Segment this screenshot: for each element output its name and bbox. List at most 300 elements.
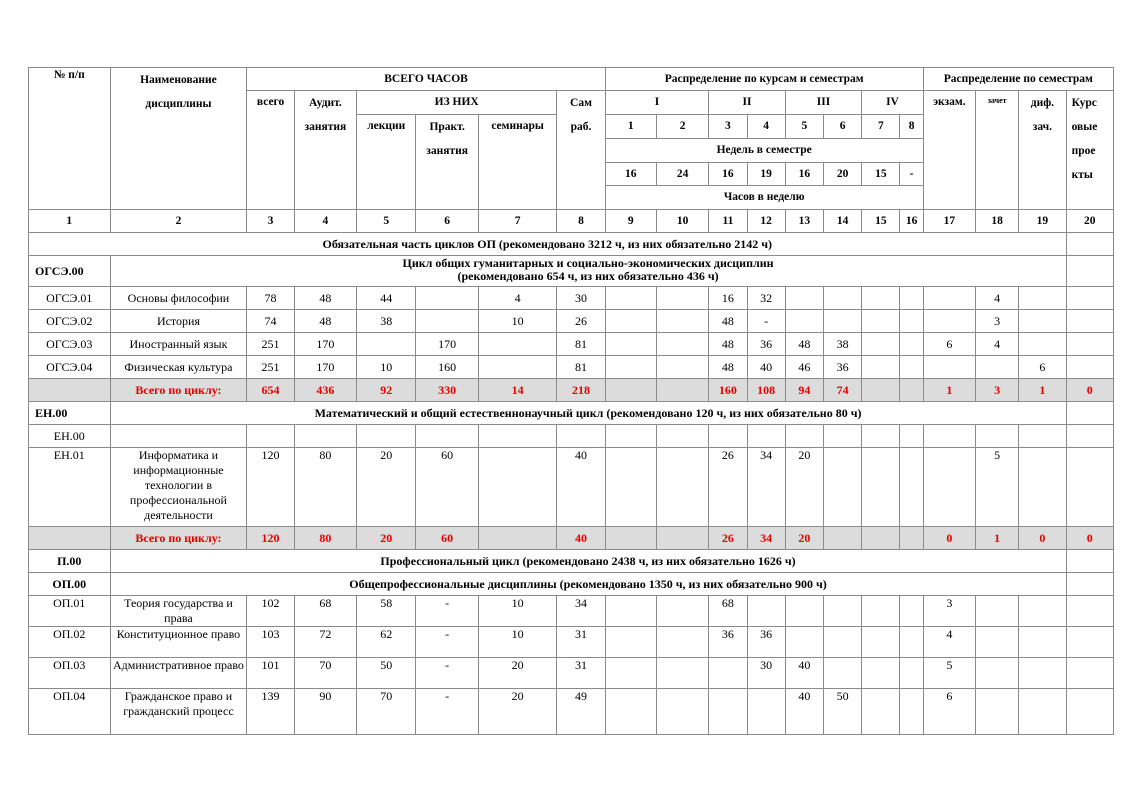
cell-col-19	[1019, 627, 1066, 658]
cell-col-17	[923, 310, 975, 333]
cell-col-3: 78	[247, 287, 294, 310]
table-row	[29, 596, 1114, 627]
cell-col-13	[785, 425, 823, 448]
header-dif: диф. зач.	[1019, 91, 1066, 210]
table-row	[29, 689, 1114, 735]
cell-col-3: 120	[247, 448, 294, 527]
cell-col-4: 170	[294, 333, 356, 356]
total-c11: 160	[709, 379, 747, 402]
cell-col-11: 36	[709, 627, 747, 658]
cell-col-8: 31	[557, 658, 605, 689]
cell-col-18	[976, 596, 1019, 627]
cell-col-13: 40	[785, 658, 823, 689]
cell-col-13: 40	[785, 689, 823, 735]
curriculum-table	[28, 67, 1114, 735]
ogse-rows	[29, 287, 1114, 379]
cell-col-15	[862, 448, 900, 527]
discipline-name: История	[110, 310, 247, 333]
cell-col-13	[785, 596, 823, 627]
total-c9	[605, 379, 656, 402]
cell-col-14: 50	[824, 689, 862, 735]
cell-col-18: 4	[976, 333, 1019, 356]
col-number: 16	[900, 210, 923, 233]
col-number: 11	[709, 210, 747, 233]
section-ogse-title: Цикл общих гуманитарных и социально-экономических дисциплин	[402, 256, 774, 270]
cell-col-8: 81	[557, 356, 605, 379]
cell-col-18: 4	[976, 287, 1019, 310]
total-label: Всего по циклу:	[110, 527, 247, 550]
total-c18: 1	[976, 527, 1019, 550]
cell-col-5: 44	[357, 287, 416, 310]
cell-col-3: 103	[247, 627, 294, 658]
cell-col-12: 34	[747, 448, 785, 527]
total-c10	[656, 379, 708, 402]
total-c16	[900, 527, 923, 550]
cell-col-10	[656, 448, 708, 527]
cell-col-16	[900, 356, 923, 379]
cell-col-12: -	[747, 310, 785, 333]
cell-col-17	[923, 448, 975, 527]
cell-col-15	[862, 596, 900, 627]
total-c19: 1	[1019, 379, 1066, 402]
cell-col-15	[862, 627, 900, 658]
cell-col-20	[1066, 425, 1113, 448]
cell-col-13: 46	[785, 356, 823, 379]
col-number: 18	[976, 210, 1019, 233]
weeks-value: -	[900, 163, 923, 186]
cell-col-9	[605, 658, 656, 689]
en-rows	[29, 425, 1114, 527]
cell-col-8: 31	[557, 627, 605, 658]
cell-col-13: 20	[785, 448, 823, 527]
discipline-name: Административное право	[110, 658, 247, 689]
cell-col-12	[747, 425, 785, 448]
cell-col-4: 68	[294, 596, 356, 627]
cell-col-11: 48	[709, 356, 747, 379]
cell-col-3	[247, 425, 294, 448]
cell-col-8: 49	[557, 689, 605, 735]
cell-col-6	[416, 287, 478, 310]
total-c3: 654	[247, 379, 294, 402]
header-iz-nih: ИЗ НИХ	[357, 91, 557, 115]
cell-col-20	[1066, 596, 1113, 627]
cell-col-6: 170	[416, 333, 478, 356]
cell-col-4: 70	[294, 658, 356, 689]
col-number: 4	[294, 210, 356, 233]
cell-col-6: 160	[416, 356, 478, 379]
discipline-name: Конституционное право	[110, 627, 247, 658]
weeks-value: 20	[824, 163, 862, 186]
cell-col-20	[1066, 448, 1113, 527]
total-c6: 330	[416, 379, 478, 402]
cell-col-5: 70	[357, 689, 416, 735]
cell-col-5: 62	[357, 627, 416, 658]
weeks-label: Недель в семестре	[605, 139, 923, 163]
section-mandatory-row	[29, 233, 1114, 256]
section-p-code: П.00	[29, 550, 111, 573]
total-c16	[900, 379, 923, 402]
total-label: Всего по циклу:	[110, 379, 247, 402]
col-number: 14	[824, 210, 862, 233]
discipline-name: Информатика и информационные технологии в профессиональной деятельности	[110, 448, 247, 527]
table-row	[29, 310, 1114, 333]
col-number: 7	[478, 210, 557, 233]
cell-col-5	[357, 425, 416, 448]
table-row	[29, 333, 1114, 356]
cell-col-16	[900, 425, 923, 448]
cell-col-6: 60	[416, 448, 478, 527]
total-c14: 74	[824, 379, 862, 402]
cell-col-7: 20	[478, 658, 557, 689]
cell-col-9	[605, 689, 656, 735]
cell-col-8: 26	[557, 310, 605, 333]
cell-col-17: 6	[923, 333, 975, 356]
header-seminary: семинары	[478, 115, 557, 210]
cell-col-6: -	[416, 689, 478, 735]
discipline-name: Иностранный язык	[110, 333, 247, 356]
cell-col-3: 101	[247, 658, 294, 689]
cell-col-5: 50	[357, 658, 416, 689]
cell-col-15	[862, 287, 900, 310]
cell-col-5	[357, 333, 416, 356]
discipline-code: ОП.02	[29, 627, 111, 658]
header-name: Наименование дисциплины	[110, 68, 247, 210]
cell-col-14	[824, 448, 862, 527]
discipline-code: ОГСЭ.04	[29, 356, 111, 379]
cell-col-16	[900, 287, 923, 310]
cell-col-11: 48	[709, 310, 747, 333]
section-p-row	[29, 550, 1114, 573]
cell-col-14	[824, 627, 862, 658]
col-number: 19	[1019, 210, 1066, 233]
col-number: 6	[416, 210, 478, 233]
cell-col-20	[1066, 333, 1113, 356]
total-c8: 40	[557, 527, 605, 550]
header-prakt: Практ. занятия	[416, 115, 478, 210]
cell-col-18: 3	[976, 310, 1019, 333]
cell-col-9	[605, 356, 656, 379]
cell-col-5: 58	[357, 596, 416, 627]
col-number: 15	[862, 210, 900, 233]
cell-col-9	[605, 333, 656, 356]
sem-number: 6	[824, 115, 862, 139]
cell-col-10	[656, 627, 708, 658]
header-course-2: II	[709, 91, 785, 115]
cell-col-16	[900, 689, 923, 735]
cell-col-19: 6	[1019, 356, 1066, 379]
cell-col-5: 20	[357, 448, 416, 527]
discipline-code: ОП.04	[29, 689, 111, 735]
total-c5: 20	[357, 527, 416, 550]
cell-col-8: 81	[557, 333, 605, 356]
section-op-title: Общепрофессиональные дисциплины (рекомендовано 1350 ч, из них обязательно 900 ч)	[110, 573, 1066, 596]
cell-col-9	[605, 627, 656, 658]
discipline-name: Гражданское право и гражданский процесс	[110, 689, 247, 735]
cell-col-18: 5	[976, 448, 1019, 527]
header-audit: Аудит. занятия	[294, 91, 356, 210]
cell-col-8: 30	[557, 287, 605, 310]
cell-col-6	[416, 310, 478, 333]
cell-col-17: 3	[923, 596, 975, 627]
col-number: 17	[923, 210, 975, 233]
total-c10	[656, 527, 708, 550]
cell-col-20	[1066, 689, 1113, 735]
cell-col-10	[656, 596, 708, 627]
col-number: 20	[1066, 210, 1113, 233]
cell-col-15	[862, 356, 900, 379]
curriculum-sheet	[28, 67, 1114, 735]
total-c3: 120	[247, 527, 294, 550]
table-row	[29, 448, 1114, 527]
en-total-row	[29, 527, 1114, 550]
cell-col-7	[478, 425, 557, 448]
section-ogse-row	[29, 256, 1114, 287]
cell-col-8: 34	[557, 596, 605, 627]
cell-col-16	[900, 310, 923, 333]
cell-col-17: 5	[923, 658, 975, 689]
header-zachet: зачет	[976, 91, 1019, 210]
section-en-code: ЕН.00	[29, 402, 111, 425]
cell-col-15	[862, 689, 900, 735]
cell-col-10	[656, 689, 708, 735]
total-c12: 34	[747, 527, 785, 550]
cell-col-19	[1019, 658, 1066, 689]
discipline-code: ОП.01	[29, 596, 111, 627]
weeks-value: 15	[862, 163, 900, 186]
cell-col-19	[1019, 689, 1066, 735]
cell-col-13	[785, 310, 823, 333]
cell-col-11	[709, 425, 747, 448]
section-ogse-subtitle: (рекомендовано 654 ч, из них обязательно 436 ч)	[457, 269, 719, 283]
header-num: № п/п	[29, 68, 111, 210]
cell-col-10	[656, 658, 708, 689]
discipline-name	[110, 425, 247, 448]
cell-col-9	[605, 425, 656, 448]
cell-col-3: 251	[247, 333, 294, 356]
header-ekzam: экзам.	[923, 91, 975, 210]
cell-col-4: 80	[294, 448, 356, 527]
col-number: 5	[357, 210, 416, 233]
sem-number: 3	[709, 115, 747, 139]
cell-col-3: 102	[247, 596, 294, 627]
empty-cell	[1066, 233, 1113, 256]
cell-col-8	[557, 425, 605, 448]
cell-col-3: 74	[247, 310, 294, 333]
col-number: 1	[29, 210, 111, 233]
discipline-code: ОГСЭ.02	[29, 310, 111, 333]
total-c8: 218	[557, 379, 605, 402]
cell-col-20	[1066, 310, 1113, 333]
empty-cell	[1066, 256, 1113, 287]
cell-col-11	[709, 658, 747, 689]
cell-col-9	[605, 596, 656, 627]
cell-col-7: 10	[478, 310, 557, 333]
cell-col-3: 251	[247, 356, 294, 379]
op-rows	[29, 596, 1114, 735]
cell-col-15	[862, 425, 900, 448]
sem-number: 2	[656, 115, 708, 139]
cell-col-20	[1066, 658, 1113, 689]
total-c6: 60	[416, 527, 478, 550]
cell-col-18	[976, 425, 1019, 448]
cell-col-13: 48	[785, 333, 823, 356]
cell-col-18	[976, 627, 1019, 658]
total-c12: 108	[747, 379, 785, 402]
cell-col-15	[862, 310, 900, 333]
discipline-name: Теория государства и права	[110, 596, 247, 627]
cell-col-16	[900, 333, 923, 356]
sem-number: 7	[862, 115, 900, 139]
cell-col-15	[862, 333, 900, 356]
section-en-row	[29, 402, 1114, 425]
cell-col-20	[1066, 356, 1113, 379]
table-row	[29, 356, 1114, 379]
weeks-value: 19	[747, 163, 785, 186]
cell-col-11: 68	[709, 596, 747, 627]
sem-number: 1	[605, 115, 656, 139]
col-number: 3	[247, 210, 294, 233]
header-distribution-semesters: Распределение по семестрам	[923, 68, 1113, 91]
cell-col-5: 38	[357, 310, 416, 333]
total-c4: 80	[294, 527, 356, 550]
cell-col-10	[656, 333, 708, 356]
header-vsego: всего	[247, 91, 294, 210]
cell-col-11	[709, 689, 747, 735]
cell-col-7: 4	[478, 287, 557, 310]
cell-col-4: 48	[294, 310, 356, 333]
cell-col-5: 10	[357, 356, 416, 379]
discipline-code: ЕН.01	[29, 448, 111, 527]
total-c14	[824, 527, 862, 550]
header-sam: Сам раб.	[557, 91, 605, 210]
cell-col-19	[1019, 333, 1066, 356]
cell-col-18	[976, 658, 1019, 689]
total-c19: 0	[1019, 527, 1066, 550]
cell-col-16	[900, 658, 923, 689]
col-number: 2	[110, 210, 247, 233]
cell-col-4: 72	[294, 627, 356, 658]
cell-col-14: 36	[824, 356, 862, 379]
cell-col-19	[1019, 448, 1066, 527]
cell-col-12: 32	[747, 287, 785, 310]
discipline-code: ОГСЭ.01	[29, 287, 111, 310]
col-number: 9	[605, 210, 656, 233]
empty-cell	[1066, 402, 1113, 425]
discipline-code: ЕН.00	[29, 425, 111, 448]
cell-col-12	[747, 689, 785, 735]
cell-col-7: 10	[478, 627, 557, 658]
table-row	[29, 287, 1114, 310]
cell-col-10	[656, 356, 708, 379]
cell-col-16	[900, 596, 923, 627]
cell-col-8: 40	[557, 448, 605, 527]
cell-col-15	[862, 658, 900, 689]
cell-col-4: 170	[294, 356, 356, 379]
cell-col-12: 36	[747, 333, 785, 356]
section-ogse-code: ОГСЭ.00	[29, 256, 111, 287]
cell-col-9	[605, 448, 656, 527]
total-c13: 94	[785, 379, 823, 402]
cell-col-11: 26	[709, 448, 747, 527]
cell-col-10	[656, 425, 708, 448]
cell-col-6: -	[416, 627, 478, 658]
total-code	[29, 379, 111, 402]
total-c11: 26	[709, 527, 747, 550]
cell-col-7	[478, 448, 557, 527]
cell-col-13	[785, 627, 823, 658]
discipline-code: ОП.03	[29, 658, 111, 689]
cell-col-11: 48	[709, 333, 747, 356]
cell-col-4: 48	[294, 287, 356, 310]
table-row	[29, 627, 1114, 658]
section-en-title: Математический и общий естественнонаучный цикл (рекомендовано 120 ч, из них обязательно 80 ч)	[110, 402, 1066, 425]
total-c7	[478, 527, 557, 550]
cell-col-16	[900, 448, 923, 527]
cell-col-6	[416, 425, 478, 448]
header-course-3: III	[785, 91, 861, 115]
cell-col-20	[1066, 627, 1113, 658]
cell-col-4	[294, 425, 356, 448]
header-total-hours: ВСЕГО ЧАСОВ	[247, 68, 605, 91]
cell-col-19	[1019, 596, 1066, 627]
ogse-total-row	[29, 379, 1114, 402]
header-course-1: I	[605, 91, 709, 115]
total-c13: 20	[785, 527, 823, 550]
total-c20: 0	[1066, 379, 1113, 402]
cell-col-14: 38	[824, 333, 862, 356]
weeks-value: 16	[605, 163, 656, 186]
cell-col-19	[1019, 425, 1066, 448]
total-code	[29, 527, 111, 550]
empty-cell	[1066, 573, 1113, 596]
cell-col-17	[923, 287, 975, 310]
cell-col-14	[824, 596, 862, 627]
hours-week-label: Часов в неделю	[605, 186, 923, 210]
cell-col-17: 4	[923, 627, 975, 658]
cell-col-12: 40	[747, 356, 785, 379]
cell-col-9	[605, 310, 656, 333]
cell-col-9	[605, 287, 656, 310]
section-ogse-title-cell	[110, 256, 1066, 287]
total-c18: 3	[976, 379, 1019, 402]
cell-col-20	[1066, 287, 1113, 310]
cell-col-7: 10	[478, 596, 557, 627]
sem-number: 5	[785, 115, 823, 139]
col-number: 8	[557, 210, 605, 233]
col-number: 12	[747, 210, 785, 233]
cell-col-16	[900, 627, 923, 658]
total-c5: 92	[357, 379, 416, 402]
cell-col-18	[976, 356, 1019, 379]
cell-col-12: 30	[747, 658, 785, 689]
total-c17: 0	[923, 527, 975, 550]
cell-col-19	[1019, 287, 1066, 310]
table-row	[29, 425, 1114, 448]
discipline-name: Физическая культура	[110, 356, 247, 379]
header-lekcii: лекции	[357, 115, 416, 210]
section-op-row	[29, 573, 1114, 596]
cell-col-7: 20	[478, 689, 557, 735]
cell-col-7	[478, 333, 557, 356]
total-c20: 0	[1066, 527, 1113, 550]
cell-col-10	[656, 310, 708, 333]
header-kurs: Курс овые прое кты	[1066, 91, 1113, 210]
total-c15	[862, 527, 900, 550]
cell-col-14	[824, 287, 862, 310]
cell-col-18	[976, 689, 1019, 735]
table-row	[29, 658, 1114, 689]
total-c4: 436	[294, 379, 356, 402]
